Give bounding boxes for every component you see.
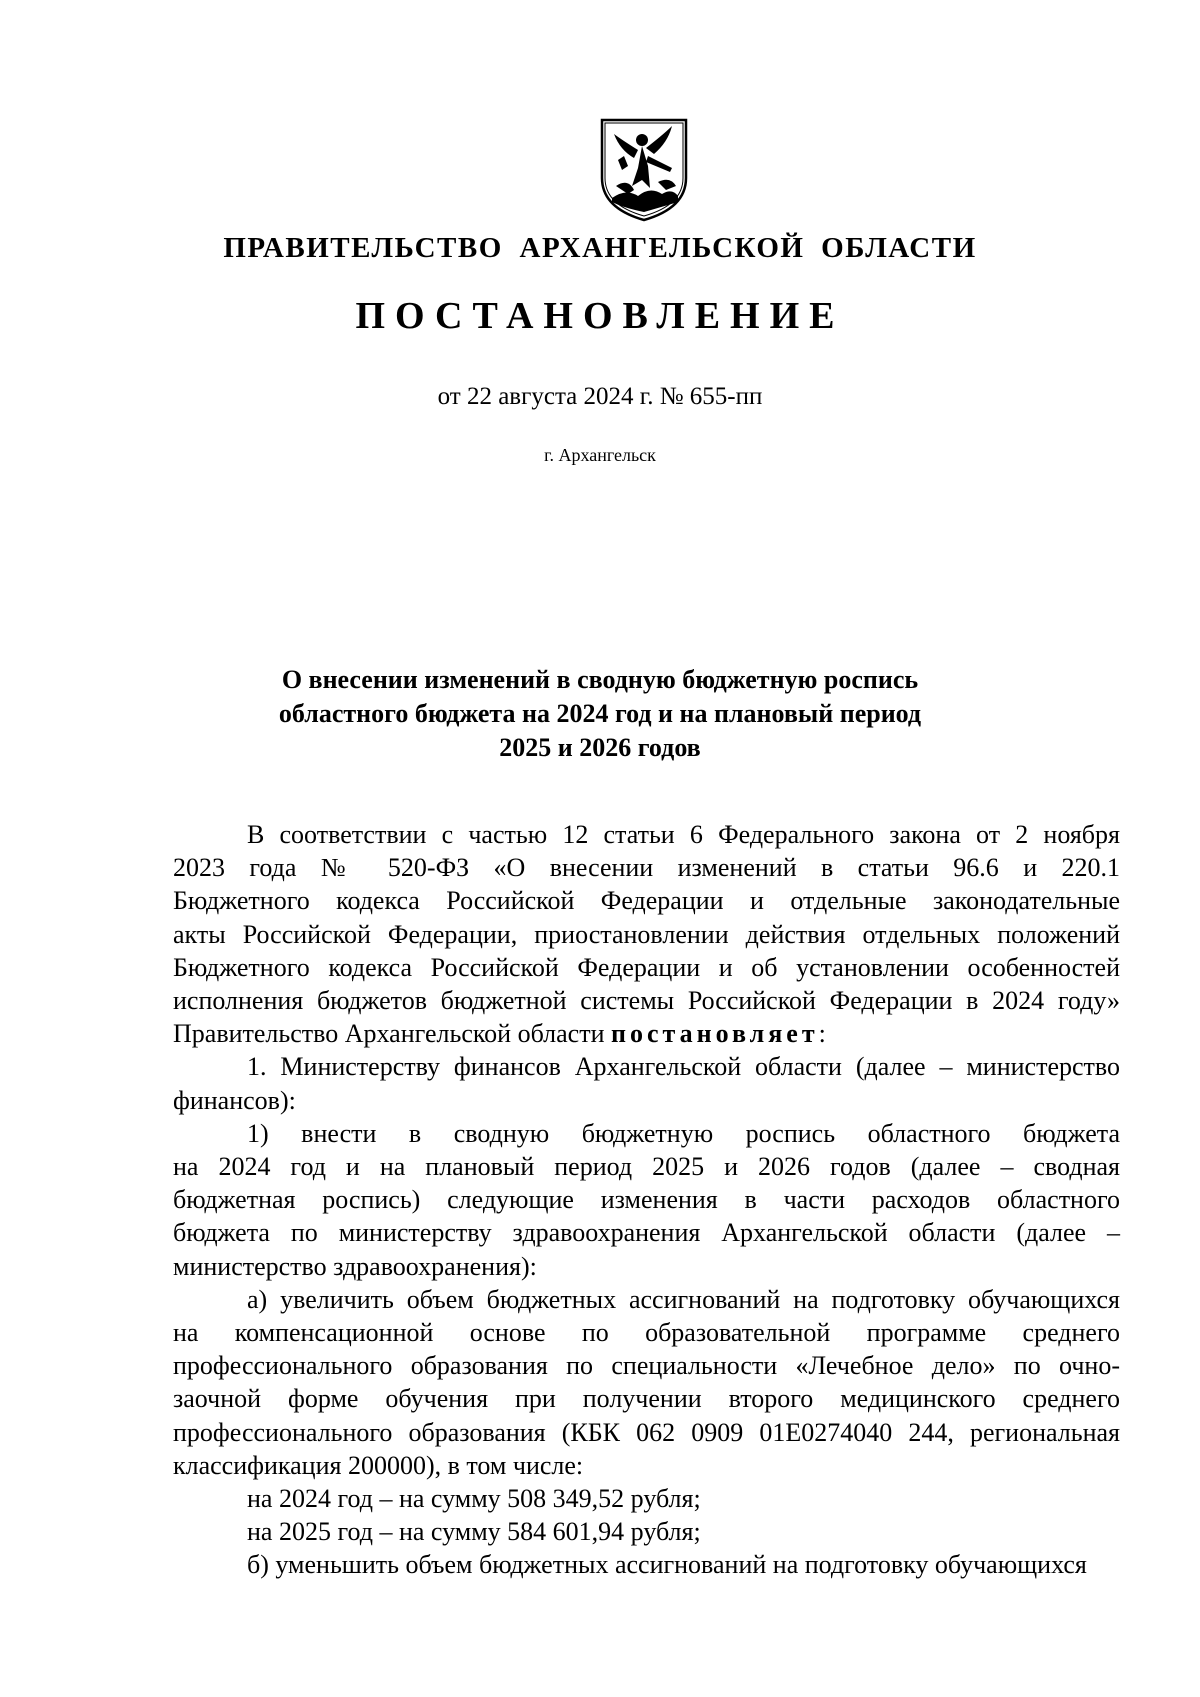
- text-line: акты Российской Федерации, приостановлении действия отдельных положений: [173, 919, 1120, 949]
- document-date-number: от 22 августа 2024 г. № 655-пп: [437, 383, 763, 410]
- document-subject: [0, 663, 1200, 765]
- text-line: бюджета по министерству здравоохранения Архангельской области (далее –: [173, 1218, 1120, 1248]
- text-line: исполнения бюджетов бюджетной системы Российской Федерации в 2024 году»: [173, 986, 1120, 1016]
- document-city: г. Архангельск: [544, 445, 656, 465]
- text-line: 2023 года № 520-ФЗ «О внесении изменений в статьи 96.6 и 220.1: [173, 853, 1120, 883]
- text-line: Бюджетного кодекса Российской Федерации и об установлении особенностей: [173, 952, 1120, 982]
- text-line: финансов):: [173, 1085, 296, 1115]
- text-line: бюджетная роспись) следующие изменения в части расходов областного: [173, 1185, 1120, 1215]
- text-line: Бюджетного кодекса Российской Федерации и отдельные законодательные: [173, 886, 1120, 916]
- text-line: профессионального образования (КБК 062 0909 01Е0274040 244, региональная: [173, 1417, 1120, 1447]
- text-fragment: :: [818, 1019, 826, 1049]
- paragraph-subitem-b: б) уменьшить объем бюджетных ассигнований на подготовку обучающихся: [247, 1550, 1087, 1580]
- text-line: заочной форме обучения при получении второго медицинского среднего: [173, 1384, 1120, 1414]
- paragraph-amount-2024: на 2024 год – на сумму 508 349,52 рубля;: [247, 1484, 701, 1514]
- paragraph-amount-2025: на 2025 год – на сумму 584 601,94 рубля;: [247, 1517, 701, 1547]
- text-line: В соответствии с частью 12 статьи 6 Федерального закона от 2 ноября: [247, 820, 1120, 849]
- subject-line: О внесении изменений в сводную бюджетную роспись: [281, 665, 919, 694]
- coat-of-arms-icon: [598, 116, 690, 222]
- document-type: ПОСТАНОВЛЕНИЕ: [355, 295, 845, 337]
- text-line: а) увеличить объем бюджетных ассигнований на подготовку обучающихся: [247, 1284, 1120, 1314]
- resolves-word: постановляет: [611, 1019, 819, 1049]
- subject-line: 2025 и 2026 годов: [499, 733, 701, 762]
- text-line: [173, 1017, 1120, 1050]
- text-line: профессионального образования по специальности «Лечебное дело» по очно-: [173, 1351, 1120, 1381]
- text-line: на 2024 год и на плановый период 2025 и 2026 годов (далее – сводная: [173, 1152, 1120, 1182]
- paragraph-item-1: [173, 1050, 1120, 1116]
- paragraph-preamble: [173, 818, 1120, 1050]
- text-line: на компенсационной основе по образовательной программе среднего: [173, 1318, 1120, 1348]
- document-body: [173, 818, 1120, 1582]
- government-name: ПРАВИТЕЛЬСТВО АРХАНГЕЛЬСКОЙ ОБЛАСТИ: [223, 232, 977, 264]
- text-line: классификация 200000), в том числе:: [173, 1450, 584, 1480]
- subject-line: областного бюджета на 2024 год и на плановый период: [278, 699, 922, 728]
- paragraph-subitem-1: [173, 1117, 1120, 1283]
- text-fragment: Правительство Архангельской области: [173, 1019, 612, 1049]
- text-line: министерство здравоохранения):: [173, 1251, 537, 1281]
- text-line: 1) внести в сводную бюджетную роспись областного бюджета: [247, 1118, 1120, 1148]
- paragraph-subitem-a: [173, 1283, 1120, 1482]
- text-line: 1. Министерству финансов Архангельской области (далее – министерство: [247, 1052, 1120, 1082]
